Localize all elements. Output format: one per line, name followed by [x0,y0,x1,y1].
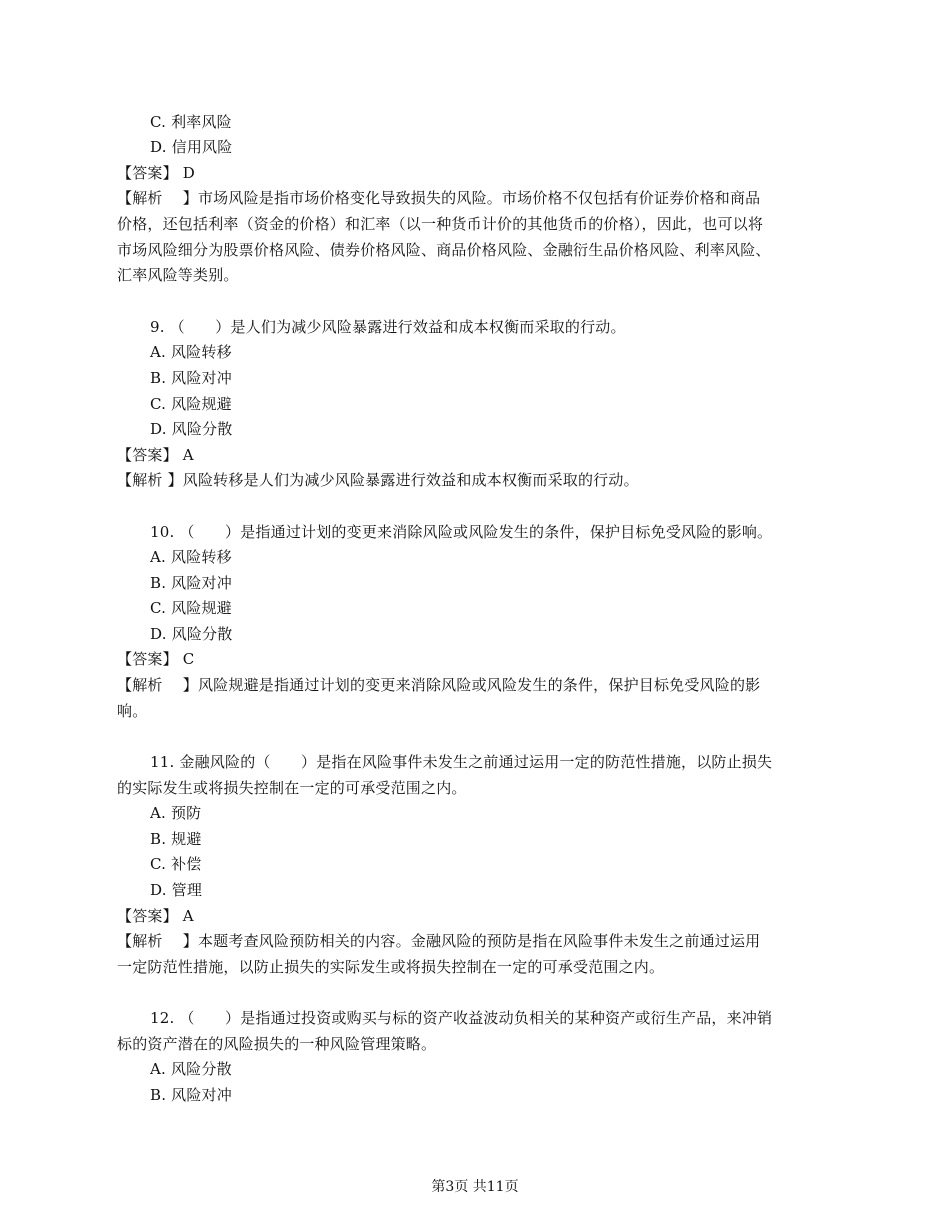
explanation-line: 价格，还包括利率（资金的价格）和汇率（以一种货币计价的其他货币的价格），因此，也可以将 [117,215,764,233]
option-a: A. 风险转移 [150,548,232,566]
answer-line: 【答案】 A [117,446,194,464]
question-11: 11. 金融风险的（ ）是指在风险事件未发生之前通过运用一定的防范性措施，以防止损失 [150,753,773,771]
option-b: B. 风险对冲 [150,574,232,592]
option-d: D. 风险分散 [150,420,233,438]
option-b: B. 风险对冲 [150,369,232,387]
option-d: D. 管理 [150,881,203,899]
question-9: 9. （ ）是人们为减少风险暴露进行效益和成本权衡而采取的行动。 [150,318,626,336]
option-d: D. 风险分散 [150,625,233,643]
explanation-line: 【解析 】市场风险是指市场价格变化导致损失的风险。市场价格不仅包括有价证券价格和商品 [117,189,761,207]
option-a: A. 预防 [150,804,202,822]
answer-line: 【答案】 C [117,650,195,668]
option-c: C. 风险规避 [150,599,232,617]
option-c: C. 风险规避 [150,395,232,413]
question-11-cont: 的实际发生或将损失控制在一定的可承受范围之内。 [117,779,467,797]
option-a: A. 风险转移 [150,343,232,361]
option-c: C. 补偿 [150,855,202,873]
explanation-line: 市场风险细分为股票价格风险、债券价格风险、商品价格风险、金融衍生品价格风险、利率风险、 [117,241,771,259]
option-d: D. 信用风险 [150,138,233,156]
question-10: 10. （ ）是指通过计划的变更来消除风险或风险发生的条件，保护目标免受风险的影响。 [150,523,773,541]
explanation-line: 【解析 】风险转移是人们为减少风险暴露进行效益和成本权衡而采取的行动。 [117,471,639,489]
option-b: B. 规避 [150,830,202,848]
option-b: B. 风险对冲 [150,1086,232,1104]
explanation-line: 【解析 】本题考查风险预防相关的内容。金融风险的预防是指在风险事件未发生之前通过运用 [117,932,761,950]
explanation-line: 【解析 】风险规避是指通过计划的变更来消除风险或风险发生的条件，保护目标免受风险的影 [117,676,761,694]
answer-line: 【答案】 D [117,164,195,182]
option-c: C. 利率风险 [150,113,232,131]
option-a: A. 风险分散 [150,1060,232,1078]
page-number-footer: 第3页 共11页 [431,1179,519,1195]
explanation-line: 响。 [117,702,148,720]
question-12-cont: 标的资产潜在的风险损失的一种风险管理策略。 [117,1035,437,1053]
question-12: 12. （ ）是指通过投资或购买与标的资产收益波动负相关的某种资产或衍生产品，来冲销 [150,1009,773,1027]
answer-line: 【答案】 A [117,907,194,925]
explanation-line: 汇率风险等类别。 [117,266,239,284]
explanation-line: 一定防范性措施，以防止损失的实际发生或将损失控制在一定的可承受范围之内。 [117,958,665,976]
